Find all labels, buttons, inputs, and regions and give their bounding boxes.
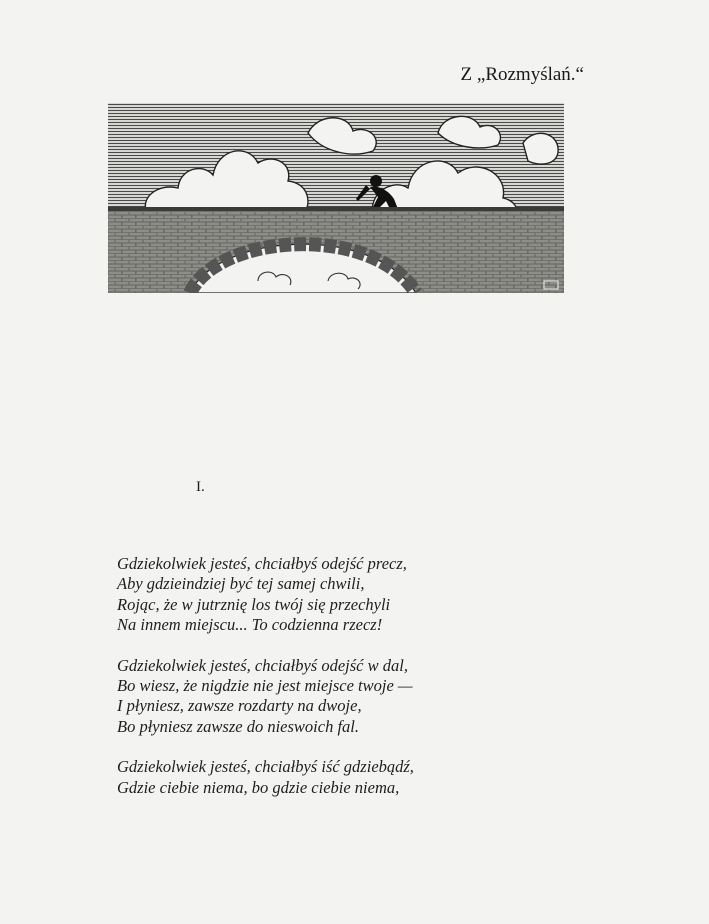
verse-line: Gdziekolwiek jesteś, chciałbyś odejść w dal, [117, 655, 408, 675]
verse-line: Rojąc, że w jutrznię los twój się przechyli [117, 594, 391, 614]
section-number: I. [196, 479, 205, 495]
verse-line: Bo wiesz, że nigdzie nie jest miejsce twoje — [117, 676, 413, 696]
stanza [117, 757, 414, 798]
stanza [117, 554, 414, 636]
verse-line: Gdzie ciebie niema, bo gdzie ciebie niema, [117, 777, 400, 797]
verse-line: Na innem miejscu... To codzienna rzecz! [117, 615, 383, 635]
verse-line: I płyniesz, zawsze rozdarty na dwoje, [117, 696, 362, 716]
poem [117, 554, 414, 818]
verse-line: Gdziekolwiek jesteś, chciałbyś iść gdziebądź, [117, 757, 414, 777]
bridge-wanderer-illustration [108, 103, 564, 293]
verse-line: Bo płyniesz zawsze do nieswoich fal. [117, 716, 359, 736]
stanza [117, 656, 414, 738]
running-head: Z „Rozmyślań.“ [460, 64, 584, 85]
verse-line: Aby gdzieindziej być tej samej chwili, [117, 574, 365, 594]
verse-line: Gdziekolwiek jesteś, chciałbyś odejść precz, [117, 554, 407, 573]
bleed-through-decoration [102, 66, 105, 82]
